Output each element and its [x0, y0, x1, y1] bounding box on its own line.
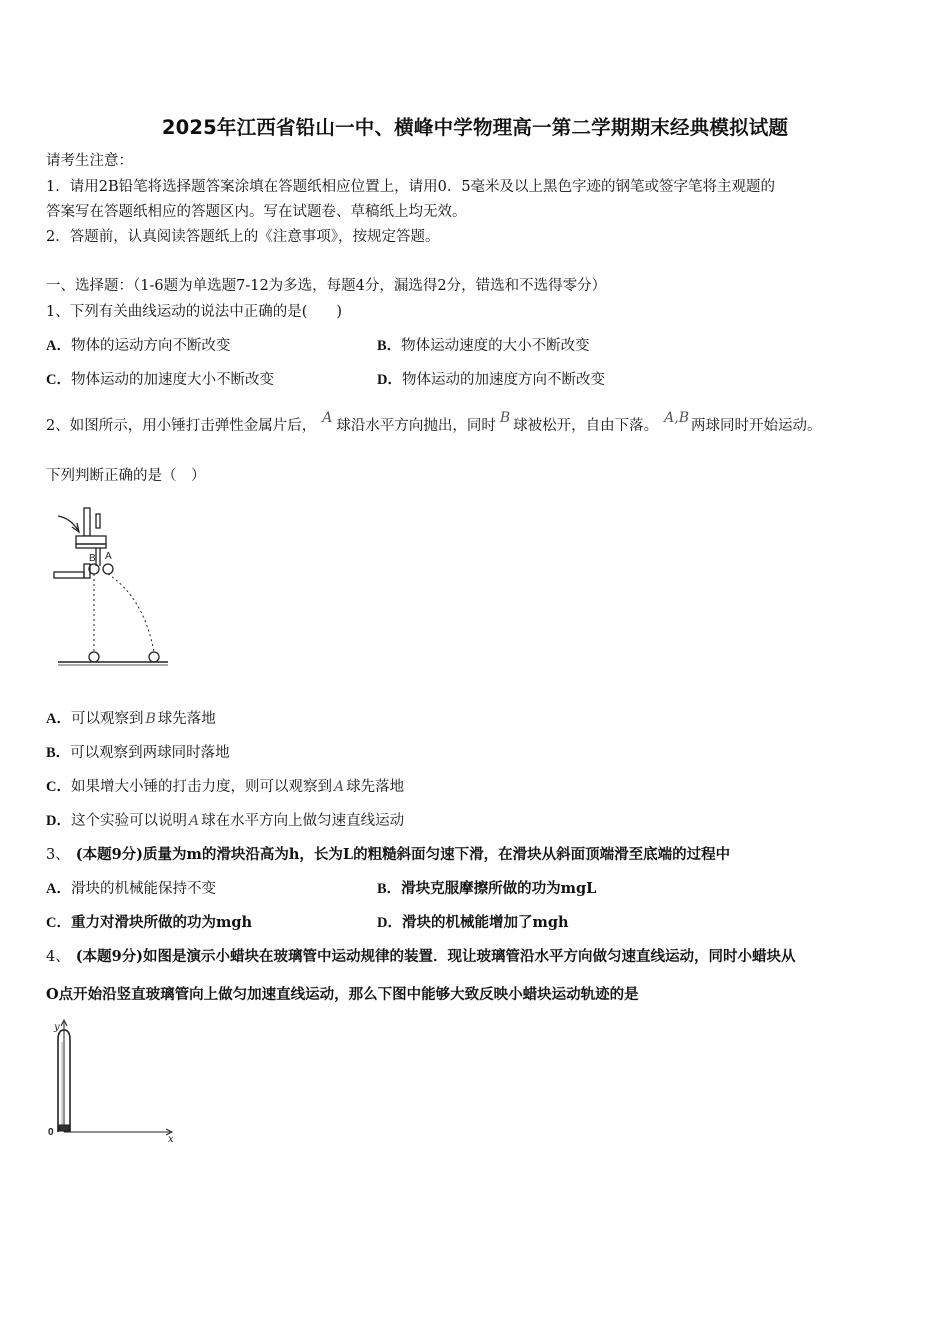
q3-option-a	[46, 879, 216, 899]
q2-stem-line-1	[46, 410, 822, 436]
hammer-head	[76, 536, 106, 544]
q1-option-b	[377, 336, 590, 356]
q2-text-part-3: 球被松开，自由下落。	[513, 418, 659, 434]
notice-heading: 请考生注意：	[46, 153, 133, 169]
q4-stem-line-2: O点开始沿竖直玻璃管向上做匀加速直线运动，那么下图中能够大致反映小蜡块运动轨迹的是	[46, 986, 639, 1003]
q1-stem: 1、下列有关曲线运动的说法中正确的是( )	[46, 304, 343, 320]
option-math: A	[188, 813, 200, 829]
q2-math-ab: A,B	[664, 410, 690, 426]
origin-label: 0	[48, 1127, 54, 1138]
q4-number: 4、	[46, 949, 70, 965]
option-text: 球先落地	[157, 711, 216, 727]
option-label: B．	[377, 881, 402, 897]
option-text: 物体运动速度的大小不断改变	[401, 338, 590, 354]
option-label: D．	[377, 372, 402, 388]
y-axis-label: y	[54, 1022, 60, 1033]
option-text: 滑块的机械能保持不变	[70, 881, 216, 897]
q4-text: (本题9分)如图是演示小蜡块在玻璃管中运动规律的装置．现让玻璃管沿水平方向做匀速直线运动，同时小蜡块从	[75, 948, 796, 965]
q3-option-b	[377, 879, 596, 899]
option-label: C．	[46, 779, 71, 795]
hammer-apparatus-figure	[52, 506, 170, 672]
q3-number: 3、	[46, 847, 70, 863]
option-label: C．	[46, 915, 71, 931]
option-text: 可以观察到两球同时落地	[70, 745, 230, 761]
option-label: A．	[46, 711, 71, 727]
q3-option-d	[377, 913, 569, 933]
q1-option-a	[46, 336, 230, 356]
option-label: B．	[46, 745, 71, 761]
ball-a-path	[108, 574, 154, 652]
option-label: B．	[377, 338, 402, 354]
ball-a-landed	[149, 652, 159, 662]
q2-option-b	[46, 743, 230, 763]
q3-stem	[46, 845, 730, 865]
candle-block	[59, 1125, 69, 1131]
option-text: 滑块的机械能增加了mgh	[401, 914, 569, 931]
q3-text: (本题9分)质量为m的滑块沿高为h，长为L的粗糙斜面匀速下滑，在滑块从斜面顶端滑至底端的过程中	[75, 846, 731, 863]
notice-item-2: 2．答题前，认真阅读答题纸上的《注意事项》，按规定答题。	[46, 229, 440, 245]
q2-option-c	[46, 777, 404, 797]
option-text: 物体运动的加速度大小不断改变	[70, 372, 274, 388]
hammer-pin	[96, 514, 100, 528]
q2-stem-line-2: 下列判断正确的是（ ）	[46, 468, 206, 484]
q2-math-a: A	[322, 410, 333, 426]
option-text: 球先落地	[346, 779, 405, 795]
option-text: 物体的运动方向不断改变	[70, 338, 231, 354]
q2-option-a	[46, 709, 216, 729]
page-title: 2025年江西省铅山一中、横峰中学物理高一第二学期期末经典模拟试题	[161, 116, 789, 139]
q2-text-part-4: 两球同时开始运动。	[691, 418, 822, 434]
option-math: B	[145, 711, 156, 727]
q2-text-part-2: 球沿水平方向抛出，同时	[336, 418, 496, 434]
strike-arrow-shaft	[58, 516, 78, 530]
hammer-plate	[76, 544, 106, 548]
option-text: 重力对滑块所做的功为mgh	[70, 914, 253, 931]
option-label: D．	[377, 915, 402, 931]
q2-text-part-1: 2、如图所示，用小锤打击弹性金属片后，	[46, 418, 317, 434]
option-text: 可以观察到	[70, 711, 144, 727]
option-text: 滑块克服摩擦所做的功为mgL	[401, 880, 597, 897]
q2-math-b: B	[499, 410, 511, 426]
q1-option-c	[46, 370, 274, 390]
figure-label-b: B	[89, 553, 96, 564]
option-label: D．	[46, 813, 71, 829]
notice-item-1-line-1: 1．请用2B铅笔将选择题答案涂填在答题纸相应位置上，请用0．5毫米及以上黑色字迹的钢笔或签字笔将主观题的	[46, 179, 776, 195]
section-heading: 一、选择题：（1-6题为单选题7-12为多选，每题4分，漏选得2分，错选和不选得零分）	[46, 278, 607, 294]
option-text: 这个实验可以说明	[70, 813, 187, 829]
glass-tube-figure	[44, 1016, 184, 1146]
q2-option-d	[46, 811, 404, 831]
figure-label-a: A	[105, 551, 112, 562]
option-text: 球在水平方向上做匀速直线运动	[201, 813, 405, 829]
ball-b-landed	[89, 652, 99, 662]
option-label: A．	[46, 338, 71, 354]
platform	[54, 572, 84, 578]
q3-option-c	[46, 913, 252, 933]
option-text: 如果增大小锤的打击力度，则可以观察到	[70, 779, 332, 795]
option-label: A．	[46, 881, 71, 897]
q4-stem-line-1	[46, 947, 796, 967]
notice-item-1-line-2: 答案写在答题纸相应的答题区内。写在试题卷、草稿纸上均无效。	[46, 204, 467, 220]
option-math: A	[333, 779, 345, 795]
option-text: 物体运动的加速度方向不断改变	[401, 372, 605, 388]
q1-option-d	[377, 370, 605, 390]
x-axis-label: x	[168, 1134, 174, 1145]
option-label: C．	[46, 372, 71, 388]
ball-a	[103, 564, 113, 574]
hammer-handle	[84, 508, 90, 536]
